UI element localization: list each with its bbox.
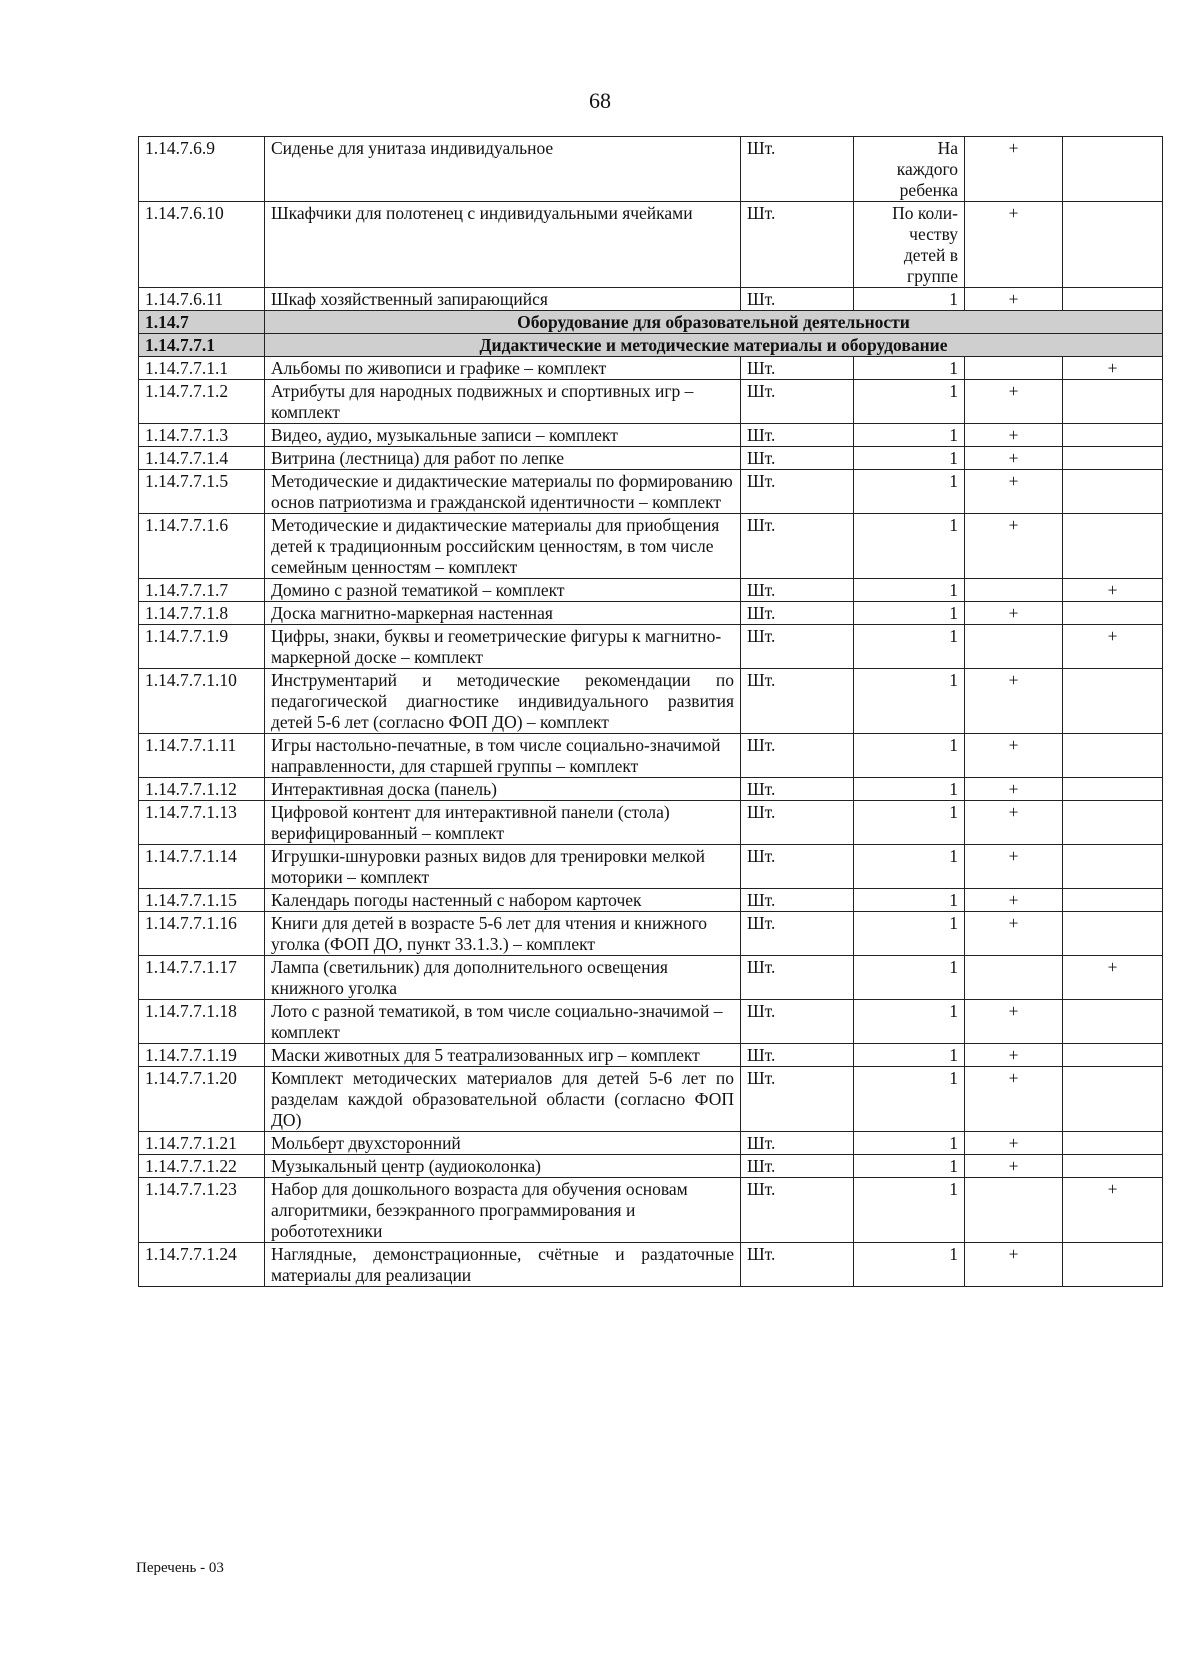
mark-column-1: + [965,1000,1063,1044]
table-row [139,669,1163,734]
mark-column-1: + [965,1155,1063,1178]
item-quantity: 1 [854,1000,965,1044]
table-row [139,470,1163,514]
item-name: Цифровой контент для интерактивной панели (стола) верифицированный – комплект [265,801,741,845]
item-code: 1.14.7.7.1.20 [139,1067,265,1132]
mark-column-2 [1063,380,1163,424]
mark-column-2 [1063,778,1163,801]
item-code: 1.14.7.7.1.22 [139,1155,265,1178]
item-name: Лото с разной тематикой, в том числе социально-значимой – комплект [265,1000,741,1044]
table-body [139,137,1163,1287]
item-quantity: 1 [854,845,965,889]
item-name: Маски животных для 5 театрализованных игр – комплект [265,1044,741,1067]
item-name: Шкафчики для полотенец с индивидуальными ячейками [265,202,741,288]
table-row [139,424,1163,447]
item-quantity: 1 [854,1132,965,1155]
item-name: Домино с разной тематикой – комплект [265,579,741,602]
item-unit: Шт. [741,1067,854,1132]
item-unit: Шт. [741,602,854,625]
table-row [139,1243,1163,1287]
mark-column-2 [1063,845,1163,889]
mark-column-1: + [965,1132,1063,1155]
mark-column-2 [1063,1000,1163,1044]
item-code: 1.14.7.7.1.15 [139,889,265,912]
mark-column-1: + [965,447,1063,470]
item-name: Наглядные, демонстрационные, счётные и раздаточные материалы для реализации [265,1243,741,1287]
section-row [139,334,1163,357]
item-quantity: 1 [854,734,965,778]
item-quantity: 1 [854,288,965,311]
mark-column-1: + [965,1067,1063,1132]
item-code: 1.14.7.7.1.10 [139,669,265,734]
mark-column-2 [1063,889,1163,912]
item-unit: Шт. [741,778,854,801]
table-row [139,956,1163,1000]
item-quantity: По коли-честву детей в группе [854,202,965,288]
mark-column-1 [965,956,1063,1000]
item-code: 1.14.7.7.1.1 [139,357,265,380]
mark-column-2 [1063,1132,1163,1155]
item-code: 1.14.7.7.1.5 [139,470,265,514]
mark-column-1: + [965,288,1063,311]
mark-column-2: + [1063,956,1163,1000]
item-name: Музыкальный центр (аудиоколонка) [265,1155,741,1178]
mark-column-1: + [965,602,1063,625]
item-name: Видео, аудио, музыкальные записи – комплект [265,424,741,447]
item-name: Набор для дошкольного возраста для обучения основам алгоритмики, безэкранного программирования и робототехники [265,1178,741,1243]
item-unit: Шт. [741,1132,854,1155]
mark-column-1: + [965,734,1063,778]
mark-column-1 [965,1178,1063,1243]
table-row [139,912,1163,956]
item-quantity: 1 [854,579,965,602]
item-code: 1.14.7.7.1.2 [139,380,265,424]
item-quantity: 1 [854,602,965,625]
item-quantity: 1 [854,625,965,669]
mark-column-2 [1063,470,1163,514]
table-row [139,202,1163,288]
table-row [139,734,1163,778]
mark-column-1: + [965,202,1063,288]
item-code: 1.14.7.6.9 [139,137,265,202]
table-row [139,1155,1163,1178]
item-name: Цифры, знаки, буквы и геометрические фигуры к магнитно-маркерной доске – комплект [265,625,741,669]
mark-column-2: + [1063,1178,1163,1243]
mark-column-2 [1063,1067,1163,1132]
item-quantity: 1 [854,801,965,845]
item-code: 1.14.7.6.10 [139,202,265,288]
mark-column-1: + [965,424,1063,447]
item-unit: Шт. [741,288,854,311]
mark-column-2 [1063,1243,1163,1287]
mark-column-2 [1063,1044,1163,1067]
item-name: Интерактивная доска (панель) [265,778,741,801]
item-unit: Шт. [741,889,854,912]
item-unit: Шт. [741,514,854,579]
mark-column-1: + [965,845,1063,889]
mark-column-2 [1063,202,1163,288]
mark-column-2 [1063,424,1163,447]
table-row [139,845,1163,889]
item-name: Методические и дидактические материалы по формированию основ патриотизма и гражданской идентичности – комплект [265,470,741,514]
table-row [139,1044,1163,1067]
mark-column-2 [1063,514,1163,579]
item-unit: Шт. [741,734,854,778]
item-quantity: 1 [854,1243,965,1287]
item-unit: Шт. [741,579,854,602]
mark-column-1: + [965,1044,1063,1067]
table-row [139,801,1163,845]
mark-column-1: + [965,380,1063,424]
mark-column-1 [965,625,1063,669]
item-unit: Шт. [741,202,854,288]
item-quantity: 1 [854,447,965,470]
table-row [139,602,1163,625]
item-code: 1.14.7.7.1.3 [139,424,265,447]
item-quantity: 1 [854,380,965,424]
mark-column-1: + [965,669,1063,734]
item-code: 1.14.7.7.1.7 [139,579,265,602]
item-unit: Шт. [741,424,854,447]
table-row [139,625,1163,669]
mark-column-2 [1063,447,1163,470]
table-row [139,137,1163,202]
footer: Перечень - 03 [136,1560,224,1576]
item-unit: Шт. [741,380,854,424]
mark-column-2 [1063,602,1163,625]
mark-column-2 [1063,669,1163,734]
item-unit: Шт. [741,845,854,889]
mark-column-1: + [965,912,1063,956]
item-name: Комплект методических материалов для детей 5-6 лет по разделам каждой образовательной области (согласно ФОП ДО) [265,1067,741,1132]
item-unit: Шт. [741,801,854,845]
item-quantity: 1 [854,889,965,912]
item-name: Доска магнитно-маркерная настенная [265,602,741,625]
table-row [139,1132,1163,1155]
mark-column-2 [1063,1155,1163,1178]
item-name: Сиденье для унитаза индивидуальное [265,137,741,202]
table-row [139,514,1163,579]
item-quantity: 1 [854,956,965,1000]
item-unit: Шт. [741,1243,854,1287]
mark-column-1: + [965,137,1063,202]
item-code: 1.14.7.7.1.9 [139,625,265,669]
table-row [139,380,1163,424]
table-row [139,1000,1163,1044]
table-row [139,1178,1163,1243]
item-code: 1.14.7.7.1.13 [139,801,265,845]
item-unit: Шт. [741,1178,854,1243]
mark-column-1: + [965,778,1063,801]
item-quantity: 1 [854,470,965,514]
item-code: 1.14.7.7.1.18 [139,1000,265,1044]
mark-column-2 [1063,912,1163,956]
item-code: 1.14.7.7.1.4 [139,447,265,470]
item-name: Лампа (светильник) для дополнительного освещения книжного уголка [265,956,741,1000]
item-unit: Шт. [741,625,854,669]
item-name: Атрибуты для народных подвижных и спортивных игр – комплект [265,380,741,424]
item-unit: Шт. [741,447,854,470]
item-quantity: 1 [854,357,965,380]
mark-column-1: + [965,889,1063,912]
mark-column-2 [1063,801,1163,845]
table-row [139,447,1163,470]
item-code: 1.14.7.7.1.11 [139,734,265,778]
table-row [139,889,1163,912]
item-code: 1.14.7.7.1.8 [139,602,265,625]
item-name: Книги для детей в возрасте 5-6 лет для чтения и книжного уголка (ФОП ДО, пункт 33.1.3.) – комплект [265,912,741,956]
mark-column-2: + [1063,357,1163,380]
table-row [139,357,1163,380]
item-quantity: 1 [854,514,965,579]
section-title: Оборудование для образовательной деятельности [265,311,1163,334]
item-quantity: 1 [854,912,965,956]
mark-column-1 [965,357,1063,380]
mark-column-2 [1063,137,1163,202]
mark-column-2: + [1063,625,1163,669]
section-title: Дидактические и методические материалы и оборудование [265,334,1163,357]
item-name: Альбомы по живописи и графике – комплект [265,357,741,380]
item-unit: Шт. [741,1155,854,1178]
item-name: Мольберт двухсторонний [265,1132,741,1155]
item-unit: Шт. [741,470,854,514]
item-code: 1.14.7.7.1.14 [139,845,265,889]
section-code: 1.14.7 [139,311,265,334]
section-row [139,311,1163,334]
item-unit: Шт. [741,137,854,202]
item-unit: Шт. [741,956,854,1000]
mark-column-1 [965,579,1063,602]
item-name: Игрушки-шнуровки разных видов для тренировки мелкой моторики – комплект [265,845,741,889]
item-quantity: 1 [854,1044,965,1067]
item-name: Игры настольно-печатные, в том числе социально-значимой направленности, для старшей группы – комплект [265,734,741,778]
item-unit: Шт. [741,912,854,956]
table-row [139,1067,1163,1132]
equipment-table [138,136,1163,1287]
mark-column-2 [1063,288,1163,311]
item-unit: Шт. [741,1044,854,1067]
item-unit: Шт. [741,357,854,380]
item-quantity: На каждого ребенка [854,137,965,202]
section-code: 1.14.7.7.1 [139,334,265,357]
page-number: 68 [589,88,611,113]
item-quantity: 1 [854,1155,965,1178]
item-code: 1.14.7.7.1.17 [139,956,265,1000]
item-quantity: 1 [854,669,965,734]
item-quantity: 1 [854,1067,965,1132]
mark-column-1: + [965,1243,1063,1287]
item-name: Методические и дидактические материалы для приобщения детей к традиционным российским ценностям, в том числе семейным ценностям – комплект [265,514,741,579]
item-unit: Шт. [741,1000,854,1044]
item-quantity: 1 [854,424,965,447]
mark-column-2 [1063,734,1163,778]
table-row [139,288,1163,311]
item-quantity: 1 [854,1178,965,1243]
item-code: 1.14.7.7.1.21 [139,1132,265,1155]
item-unit: Шт. [741,669,854,734]
item-code: 1.14.7.7.1.23 [139,1178,265,1243]
mark-column-1: + [965,470,1063,514]
item-name: Шкаф хозяйственный запирающийся [265,288,741,311]
table-row [139,579,1163,602]
item-name: Витрина (лестница) для работ по лепке [265,447,741,470]
item-name: Инструментарий и методические рекомендации по педагогической диагностике индивидуального развития детей 5-6 лет (согласно ФОП ДО) – комплект [265,669,741,734]
mark-column-2: + [1063,579,1163,602]
item-code: 1.14.7.7.1.12 [139,778,265,801]
mark-column-1: + [965,514,1063,579]
item-code: 1.14.7.7.1.24 [139,1243,265,1287]
item-quantity: 1 [854,778,965,801]
item-code: 1.14.7.7.1.6 [139,514,265,579]
item-code: 1.14.7.7.1.16 [139,912,265,956]
item-code: 1.14.7.6.11 [139,288,265,311]
mark-column-1: + [965,801,1063,845]
item-name: Календарь погоды настенный с набором карточек [265,889,741,912]
item-code: 1.14.7.7.1.19 [139,1044,265,1067]
table-row [139,778,1163,801]
